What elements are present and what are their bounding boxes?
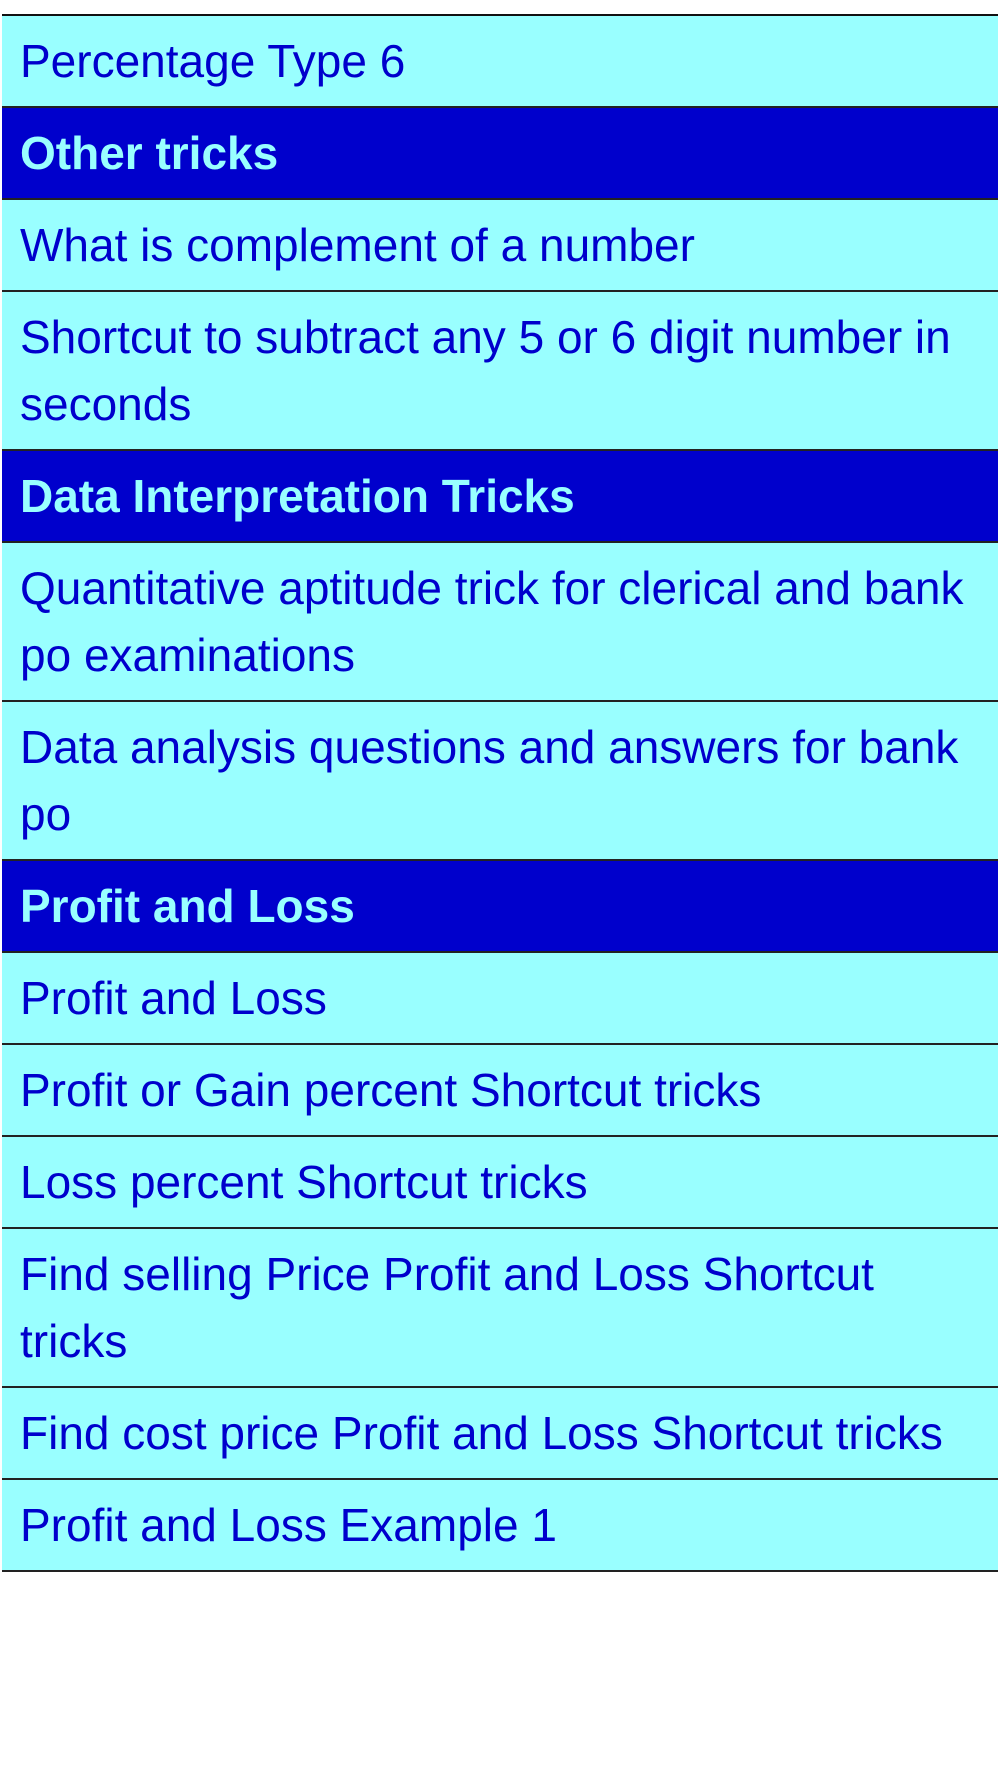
menu-item-percentage-type-6[interactable] bbox=[2, 16, 998, 108]
menu-link[interactable]: Quantitative aptitude trick for clerical and bank po examinations bbox=[20, 562, 964, 681]
menu-link[interactable]: Data analysis questions and answers for bank po bbox=[20, 721, 959, 840]
menu-link[interactable]: Find selling Price Profit and Loss Shortcut tricks bbox=[20, 1248, 874, 1367]
section-heading-other-tricks: Other tricks bbox=[2, 108, 998, 200]
menu-item-data-analysis-questions[interactable] bbox=[2, 702, 998, 861]
menu-link[interactable]: Find cost price Profit and Loss Shortcut tricks bbox=[20, 1407, 943, 1459]
menu-link[interactable]: Loss percent Shortcut tricks bbox=[20, 1156, 588, 1208]
topic-menu bbox=[2, 14, 998, 1572]
menu-link[interactable]: Profit or Gain percent Shortcut tricks bbox=[20, 1064, 762, 1116]
menu-item-subtract-shortcut[interactable] bbox=[2, 292, 998, 451]
menu-link[interactable]: Percentage Type 6 bbox=[20, 35, 406, 87]
section-heading-profit-and-loss: Profit and Loss bbox=[2, 861, 998, 953]
menu-item-profit-gain-percent[interactable] bbox=[2, 1045, 998, 1137]
menu-link[interactable]: What is complement of a number bbox=[20, 219, 695, 271]
menu-item-find-cost-price[interactable] bbox=[2, 1388, 998, 1480]
menu-item-loss-percent[interactable] bbox=[2, 1137, 998, 1229]
menu-link[interactable]: Shortcut to subtract any 5 or 6 digit number in seconds bbox=[20, 311, 951, 430]
menu-link[interactable]: Profit and Loss bbox=[20, 972, 327, 1024]
menu-link[interactable]: Profit and Loss Example 1 bbox=[20, 1499, 557, 1551]
menu-item-profit-and-loss[interactable] bbox=[2, 953, 998, 1045]
menu-item-complement-of-number[interactable] bbox=[2, 200, 998, 292]
menu-item-profit-and-loss-example-1[interactable] bbox=[2, 1480, 998, 1572]
menu-item-find-selling-price[interactable] bbox=[2, 1229, 998, 1388]
section-heading-data-interpretation: Data Interpretation Tricks bbox=[2, 451, 998, 543]
menu-item-quant-aptitude-trick[interactable] bbox=[2, 543, 998, 702]
